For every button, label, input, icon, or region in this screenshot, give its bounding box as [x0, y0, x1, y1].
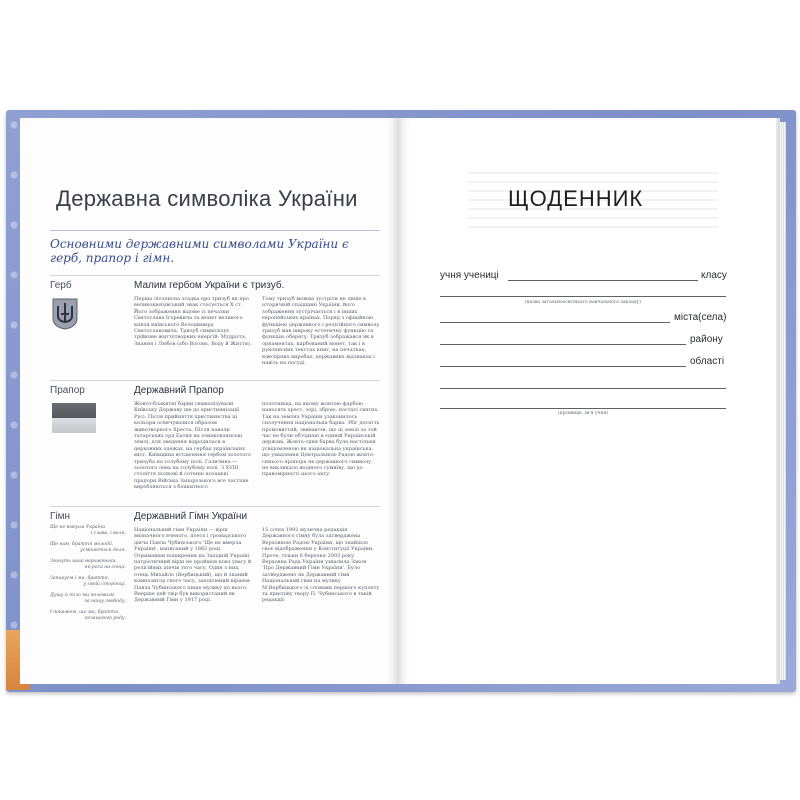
anthem-verse: Ще не вмерла України і слава, і воля, Ще нам, браття молодії, усміхнеться доля. Згинуть наші вороженьки, як роса на сонці. Запануєм і ми, браття, у своїй сторонці. Душу й тіло ми положим за нашу свободу, І покажем, що ми, браття, козацького роду. — [50, 525, 126, 621]
coat-heading: Малим гербом України є тризуб. — [134, 280, 285, 291]
page-stack-edge — [776, 122, 786, 680]
district-label: району — [690, 334, 723, 345]
region-label: області — [690, 356, 725, 367]
student-label: учня учениці — [440, 270, 499, 281]
anthem-text-col2: 15 січня 1992 музична редакція Державного гімну була затверджена Верховною Радою України, що знайшло своє відображення у Конституції України. Проте, тільки 6 березня 2003 року Верховна Рада України ухвалила Закон 'Про Державний Гімн України'. Було затверджено як Державний гімн Національний гімн на музику М.Вербицького зі словами першого куплету та приспіву твору П. Чубинського в такій редакції: — [262, 527, 380, 604]
coat-text-col1: Перша літописна згадка про тризуб як про великокнязівський знак стосується X ст. Його зображення відоме із печатки Святослава Ігоревича та монет великого князя київського Володимира Святославовича. Тризуб символізує трійкове життєтворних енергій: Мудрість, Знання і Любов (або Вогонь, Воду й Життя). — [134, 296, 252, 347]
flag-heading: Державний Прапор — [134, 385, 224, 396]
name-line-2[interactable] — [440, 408, 726, 409]
student-line[interactable] — [508, 280, 698, 281]
left-page — [20, 118, 398, 684]
city-line[interactable] — [440, 322, 670, 323]
left-page-title: Державна символіка України — [56, 186, 358, 211]
class-label: класу — [701, 270, 727, 281]
school-line[interactable] — [440, 296, 726, 297]
flag-text-col2: полотнища, на якому жовтою фарбою наносять хрест, зорі, зброю, постаті святих. Так на землях України узаконилось сполучення національна барва. Збіг досягть промовистий, звиваючи, що ці землі за той час не були об'єднані в єдиній Українській державі. Жовто-синя барва була настільки усвідомленою як національна українська, що ухвалення Центральною Радою жовто-синього прапора як державного символу, не викликало жодного сумніву, що до правомірності цього акту. — [262, 401, 380, 478]
trident-icon — [52, 298, 78, 330]
anthem-label: Гімн — [50, 511, 71, 522]
school-hint: (назва загальноосвітнього навчального закладу) — [524, 300, 642, 305]
left-page-subtitle: Основними державними символами України є герб, прапор і гімн. — [50, 230, 380, 265]
name-hint: (прізвище, ім'я учня) — [557, 411, 609, 416]
anthem-section — [50, 506, 380, 639]
flag-icon — [52, 403, 96, 433]
flag-section — [50, 380, 380, 503]
coat-text-col2: Тому тризуб можна зустріти не лише в історичній спадщині України, його зображення зустрічається і в інших європейських країнах. Поряд з офіційною функцією державного і релігійного символу тризуб мав широку естетичну функцію та функцію оберегу. Тризуб зображався як в орнаментах, карбований монет, так і в рукописних текстах книг, на печатках, ювелірних виробах, державних відзнаках і навіть на посуді. — [262, 296, 380, 367]
region-line[interactable] — [440, 366, 686, 367]
anthem-heading: Державний Гімн України — [134, 511, 248, 522]
coat-section — [50, 275, 380, 376]
flag-label: Прапор — [50, 385, 85, 396]
coat-label: Герб — [50, 280, 72, 291]
diary-title: ЩОДЕННИК — [508, 186, 644, 211]
district-line[interactable] — [440, 344, 686, 345]
right-page — [398, 118, 776, 684]
anthem-text-col1: Національний гімн України — вірш визначного вченого, поета і громадського діяча Павла Чубинського 'Ще не вмерла України', написаний у 1862 році. Отримавши поширення на Західній Україні патріотичний вірш не пройшов повз увагу й релігійних діячів того часу. Один з них, отець Михайло (Вербицький), що й знаний композитор свого часу, захоплений віршем Павла Чубинського пише музику до нього. Вперше цей твір був використаний як Державний Гімн у 1917 році. — [134, 527, 252, 604]
city-label: міста(села) — [674, 312, 727, 323]
flag-text-col1: Жовто-блакитні барви символізували Київську Державу ще до християнізації Русі. Після прийняття християнства ці кольори освячувалися образом животворного Хреста. Після навали татарських орд Батия на ознаковлянські землі, для зведення відродилася в церковних одежах, на гербах українських міст. Київщина вставлення гербом золотого тризуба на голубому полі. Галичина — золотого лева на голубому полі. З XVIII століття полкові й сотенні козацькі прапори Війська Запорозького все частіше виробляються з блакитного — [134, 401, 252, 491]
name-line-1[interactable] — [440, 388, 726, 389]
